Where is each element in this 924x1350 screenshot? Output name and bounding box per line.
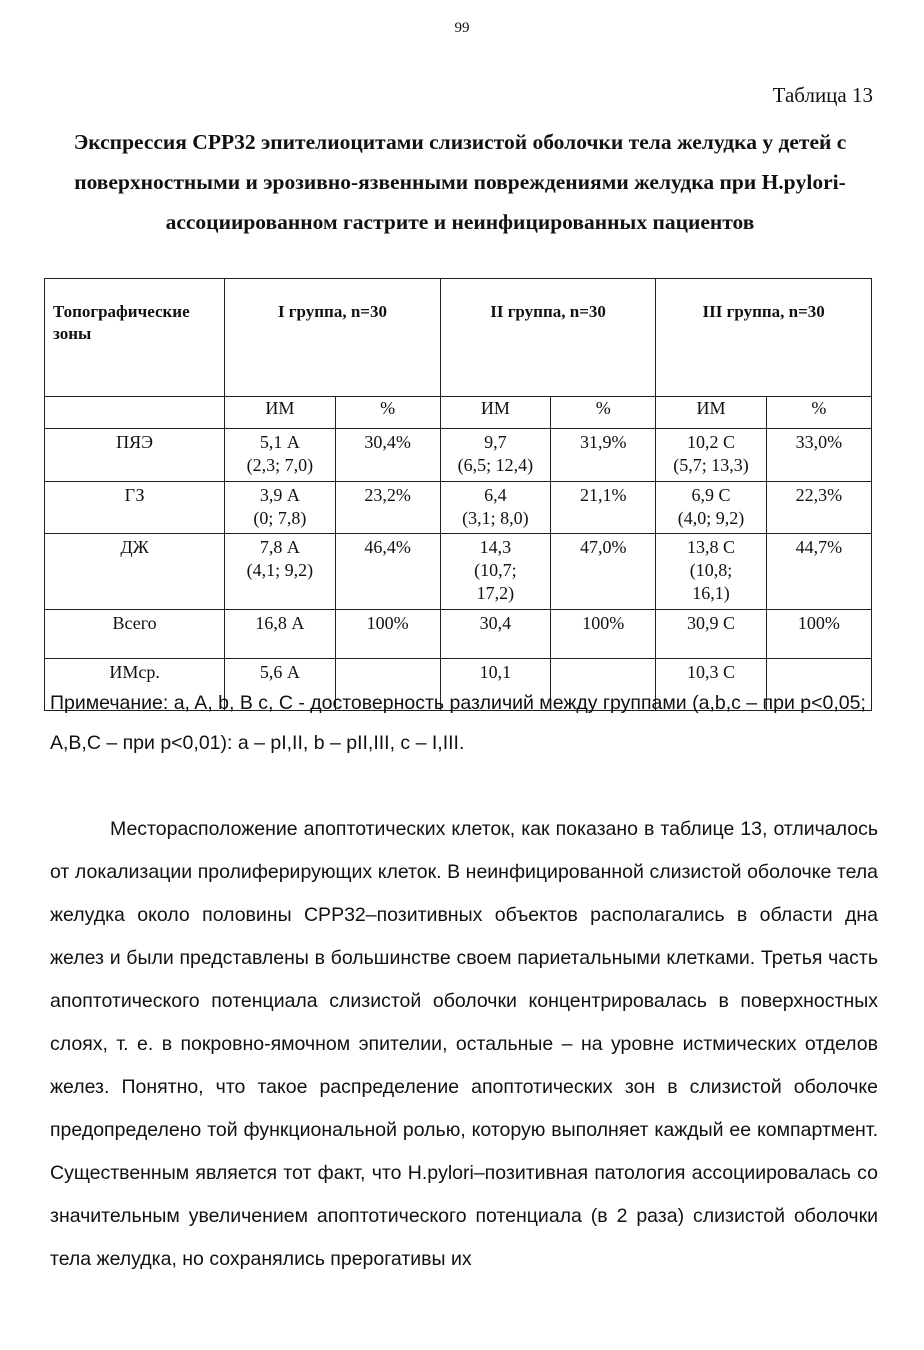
- im-value-line: (5,7; 13,3): [673, 455, 749, 475]
- im-value-line: 5,6 А: [259, 662, 300, 682]
- pct-cell: 47,0%: [551, 534, 656, 610]
- pct-cell: 46,4%: [335, 534, 440, 610]
- zone-cell: ПЯЭ: [45, 429, 225, 482]
- header-zone: Топографические зоны: [45, 279, 225, 397]
- im-cell: [440, 429, 550, 482]
- im-cell: [225, 482, 335, 534]
- im-cell: [656, 482, 766, 534]
- im-cell: [656, 429, 766, 482]
- table-row: [45, 610, 872, 659]
- im-value-line: 13,8 С: [687, 537, 736, 557]
- zone-cell: ИМср.: [45, 659, 225, 711]
- im-value-line: (3,1; 8,0): [462, 508, 529, 528]
- subheader-im: ИМ: [656, 397, 766, 429]
- im-value-line: 16,1): [692, 583, 730, 603]
- pct-cell: 23,2%: [335, 482, 440, 534]
- im-cell: [440, 482, 550, 534]
- table-row: [45, 534, 872, 610]
- zone-cell: ДЖ: [45, 534, 225, 610]
- im-value-line: 30,4: [479, 613, 512, 633]
- im-value-line: (2,3; 7,0): [246, 455, 314, 475]
- pct-cell: 22,3%: [766, 482, 871, 534]
- pct-cell: 100%: [766, 610, 871, 659]
- table-note: Примечание: a, A, b, B c, C - достоверность различий между группами (a,b,c – при р<0,05; A,B,C – при р<0,01): a – рI,II, b – рII,III, c – I,III.: [50, 692, 866, 754]
- im-cell: [656, 534, 766, 610]
- body-paragraph: Месторасположение апоптотических клеток, как показано в таблице 13, отличалось от локализации пролиферирующих клеток. В неинфицированной слизистой оболочке тела желудка около половины CPP32–позитивных объектов располагались в области дна желез и были представлены в большинстве своем париетальными клетками. Третья часть апоптотического потенциала слизистой оболочки концентрировалась в поверхностных слоях, т. е. в покровно-ямочном эпителии, остальные – на уровне истмических отделов желез. Понятно, что такое распределение апоптотических зон в слизистой оболочке предопределено той функциональной ролью, которую выполняет каждый ее компартмент. Существенным является тот факт, что H.pylori–позитивная патология ассоциировалась со значительным увеличением апоптотического потенциала (в 2 раза) слизистой оболочки тела желудка, но сохранялись прерогативы их: [50, 818, 878, 1270]
- pct-cell: 44,7%: [766, 534, 871, 610]
- table-header-row: [45, 279, 872, 397]
- subheader-empty: [45, 397, 225, 429]
- im-cell: [225, 610, 335, 659]
- table-row: [45, 429, 872, 482]
- pct-cell: 100%: [335, 610, 440, 659]
- table-caption: Таблица 13: [772, 83, 873, 107]
- zone-cell: ГЗ: [45, 482, 225, 534]
- im-value-line: (10,8;: [689, 560, 733, 580]
- im-cell: [656, 610, 766, 659]
- header-group-3: III группа, n=30: [656, 279, 872, 397]
- im-cell: [440, 610, 550, 659]
- table-title: Экспрессия CPP32 эпителиоцитами слизистой оболочки тела желудка у детей с поверхностными и эрозивно-язвенными повреждениями желудка при H.pylori-ассоциированном гастрите и неинфицированных пациентов: [73, 130, 847, 234]
- subheader-im: ИМ: [225, 397, 335, 429]
- im-value-line: 10,1: [479, 662, 512, 682]
- im-value-line: (4,1; 9,2): [246, 560, 314, 580]
- im-value-line: (4,0; 9,2): [677, 508, 745, 528]
- table-row: [45, 482, 872, 534]
- im-cell: [225, 534, 335, 610]
- im-value-line: 9,7: [484, 432, 507, 452]
- im-value-line: 17,2): [476, 583, 515, 603]
- header-group-1: I группа, n=30: [225, 279, 441, 397]
- im-value-line: 10,2 С: [687, 432, 736, 452]
- im-value-line: 30,9 С: [687, 613, 736, 633]
- im-value-line: 10,3 С: [687, 662, 736, 682]
- im-value-line: 7,8 А: [259, 537, 300, 557]
- pct-cell: 30,4%: [335, 429, 440, 482]
- im-value-line: (0; 7,8): [253, 508, 307, 528]
- pct-cell: 31,9%: [551, 429, 656, 482]
- subheader-pct: %: [335, 397, 440, 429]
- subheader-pct: %: [766, 397, 871, 429]
- im-value-line: (6,5; 12,4): [457, 455, 534, 475]
- im-value-line: (10,7;: [474, 560, 517, 580]
- subheader-im: ИМ: [440, 397, 550, 429]
- pct-cell: 21,1%: [551, 482, 656, 534]
- page-number: 99: [454, 20, 470, 36]
- table-subheader-row: [45, 397, 872, 429]
- pct-cell: 100%: [551, 610, 656, 659]
- im-cell: [225, 429, 335, 482]
- im-value-line: 5,1 А: [259, 432, 300, 452]
- im-cell: [440, 534, 550, 610]
- im-value-line: 6,4: [484, 485, 507, 505]
- im-value-line: 3,9 А: [259, 485, 300, 505]
- data-table: [44, 278, 872, 711]
- im-value-line: 6,9 С: [691, 485, 731, 505]
- im-value-line: 16,8 А: [255, 613, 305, 633]
- zone-cell: Всего: [45, 610, 225, 659]
- im-value-line: 14,3: [479, 537, 512, 557]
- subheader-pct: %: [551, 397, 656, 429]
- pct-cell: 33,0%: [766, 429, 871, 482]
- header-group-2: II группа, n=30: [440, 279, 656, 397]
